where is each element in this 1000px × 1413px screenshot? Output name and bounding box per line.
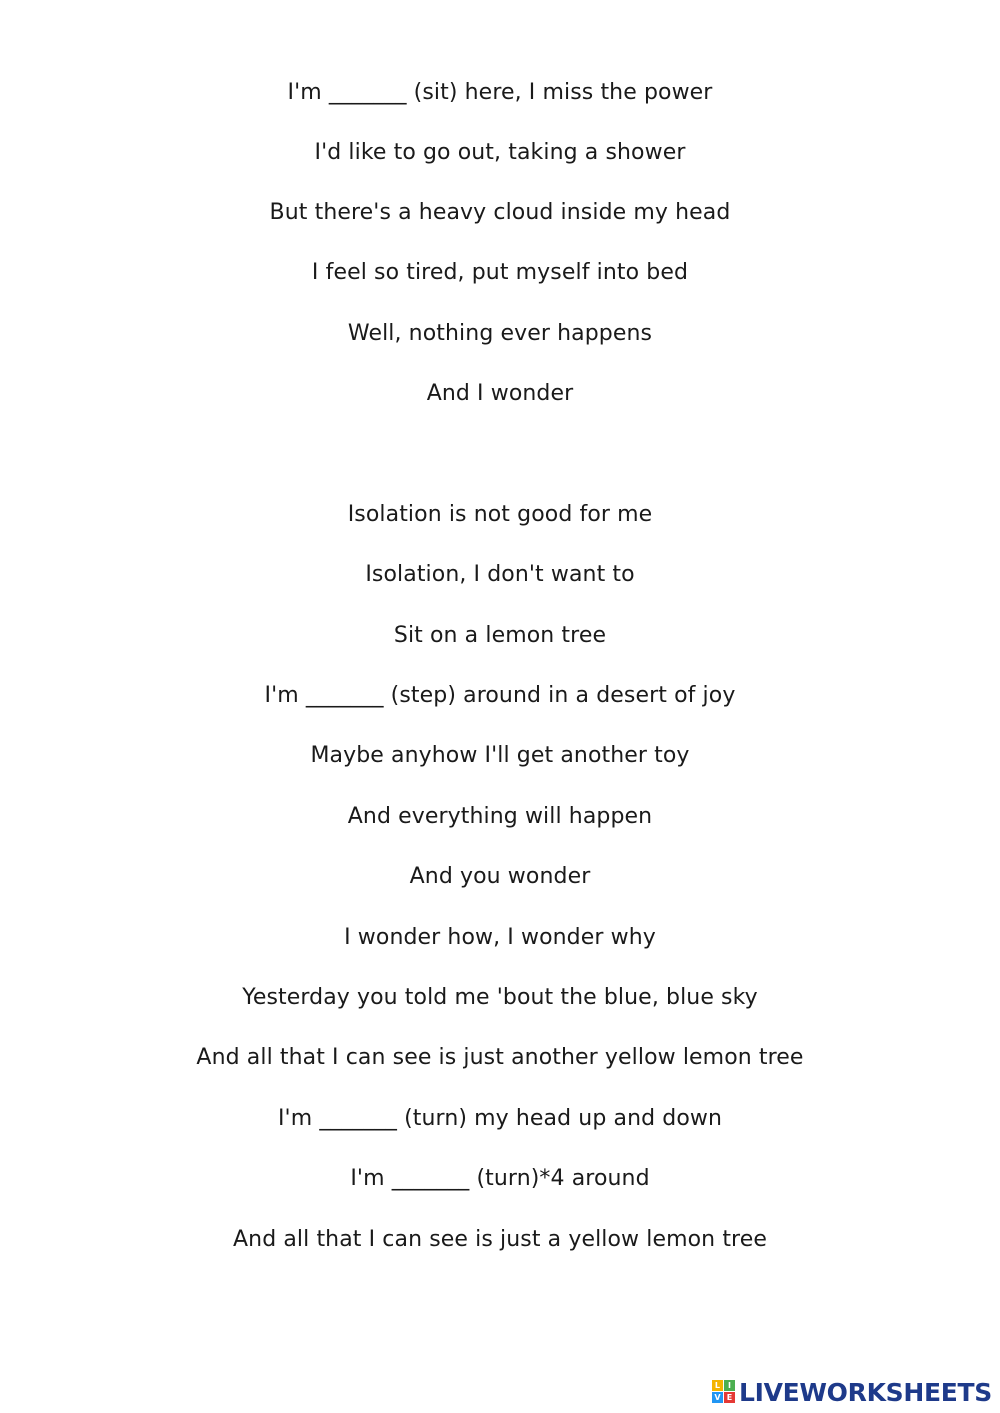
lyric-line-8: Isolation, I don't want to bbox=[365, 562, 635, 587]
logo-mark-letter: V bbox=[712, 1392, 723, 1403]
logo-text: LIVEWORKSHEETS bbox=[738, 1377, 992, 1407]
lyric-line-12: And everything will happen bbox=[347, 804, 653, 829]
logo-mark-letter: E bbox=[724, 1392, 735, 1403]
logo-mark-letter: I bbox=[724, 1380, 735, 1391]
lyric-line-15: Yesterday you told me 'bout the blue, blue sky bbox=[242, 985, 758, 1010]
lyric-line-19: And all that I can see is just a yellow lemon tree bbox=[233, 1227, 767, 1252]
lyric-line-4: I feel so tired, put myself into bed bbox=[311, 260, 689, 285]
lyric-line-9: Sit on a lemon tree bbox=[393, 623, 607, 648]
lyric-line-11: Maybe anyhow I'll get another toy bbox=[310, 743, 690, 768]
lyric-line-3: But there's a heavy cloud inside my head bbox=[269, 200, 731, 225]
lyric-line-16: And all that I can see is just another yellow lemon tree bbox=[196, 1045, 804, 1070]
lyric-line-7: Isolation is not good for me bbox=[347, 502, 653, 527]
liveworksheets-logo bbox=[712, 1377, 992, 1407]
lyric-line-5: Well, nothing ever happens bbox=[347, 321, 653, 346]
lyric-line-10: I'm _______ (step) around in a desert of joy bbox=[264, 683, 736, 708]
lyric-line-1: I'm _______ (sit) here, I miss the power bbox=[287, 80, 713, 105]
lyric-line-17: I'm _______ (turn) my head up and down bbox=[277, 1106, 723, 1131]
lyric-line-6: And I wonder bbox=[426, 381, 574, 406]
lyric-line-18: I'm _______ (turn)*4 around bbox=[350, 1166, 650, 1191]
lyric-line-13: And you wonder bbox=[409, 864, 591, 889]
logo-mark-letter: L bbox=[712, 1380, 723, 1391]
lyric-line-2: I'd like to go out, taking a shower bbox=[314, 140, 686, 165]
logo-mark-icon bbox=[712, 1380, 736, 1404]
lyric-line-14: I wonder how, I wonder why bbox=[344, 925, 656, 950]
